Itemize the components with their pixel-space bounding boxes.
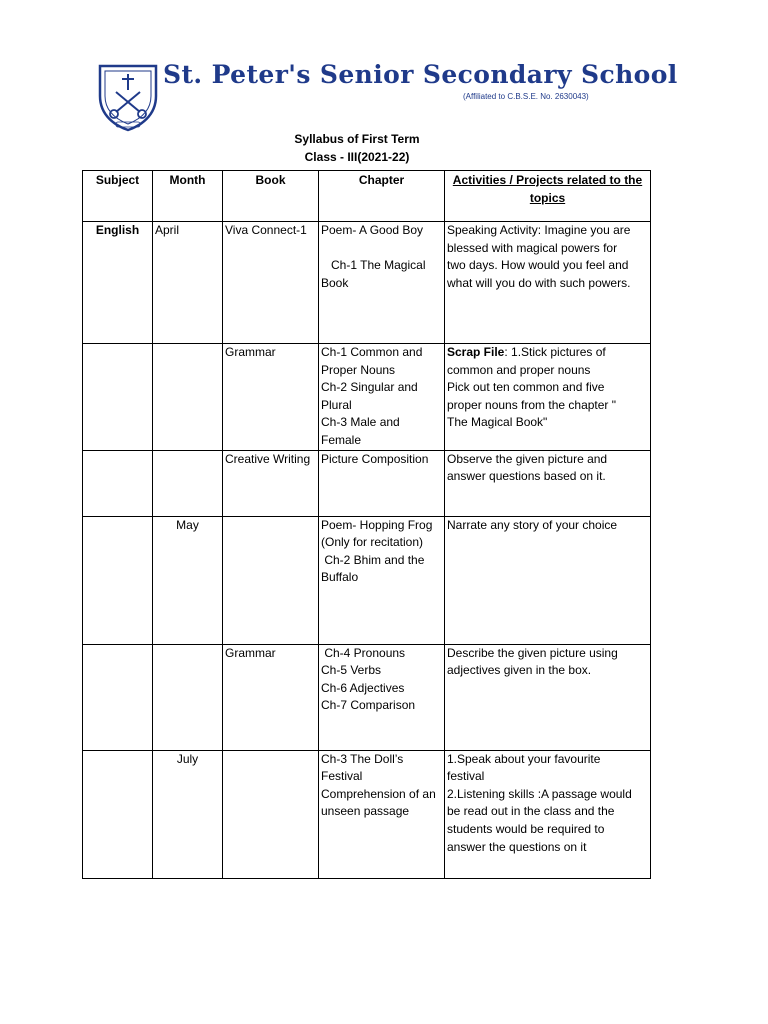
chapter-line: (Only for recitation) [321, 535, 424, 550]
activity-line: Describe the given picture using [447, 645, 618, 660]
chapter-cell [319, 344, 445, 451]
chapter-line: Ch-3 The Doll’s [321, 751, 404, 766]
activity-line: two days. How would you feel and [447, 258, 629, 273]
activity-cell [445, 450, 651, 516]
activity-line: Speaking Activity: Imagine you are [447, 223, 631, 237]
month-cell [153, 644, 223, 750]
activity-line: proper nouns from the chapter " [447, 397, 617, 412]
activity-cell [445, 516, 651, 644]
month-cell: July [153, 750, 223, 878]
activity-line: The Magical Book" [447, 415, 548, 430]
activity-line: Narrate any story of your choice [447, 517, 618, 532]
syllabus-title: Syllabus of First Term [294, 132, 420, 146]
activity-line: festival [447, 769, 485, 784]
school-name: St. Peter's Senior Secondary School [163, 60, 678, 89]
activity-cell [445, 344, 651, 451]
chapter-line: Ch-6 Adjectives [321, 680, 405, 695]
chapter-line: Plural [321, 397, 352, 412]
chapter-line: Ch-3 Male and [321, 415, 400, 430]
school-crest-logo [96, 62, 160, 132]
activity-line: Observe the given picture and [447, 451, 608, 466]
chapter-line: unseen passage [321, 804, 410, 819]
book-cell: Grammar [223, 644, 319, 750]
subject-cell: English [83, 222, 153, 344]
subject-cell [83, 644, 153, 750]
month-cell: April [153, 222, 223, 344]
chapter-line: Poem- Hopping Frog [321, 517, 433, 532]
chapter-cell [319, 644, 445, 750]
chapter-line: Book [321, 275, 349, 290]
activity-line: : 1.Stick pictures of [504, 345, 606, 359]
activity-line: what will you do with such powers. [447, 275, 631, 290]
book-cell [223, 750, 319, 878]
activity-line: be read out in the class and the [447, 804, 615, 819]
month-cell [153, 450, 223, 516]
activity-line: 1.Speak about your favourite [447, 751, 601, 766]
activity-cell [445, 750, 651, 878]
subject-cell [83, 750, 153, 878]
month-cell [153, 344, 223, 451]
book-cell: Creative Writing [223, 450, 319, 516]
book-cell: Viva Connect-1 [223, 222, 319, 344]
chapter-line: Ch-1 Common and [321, 345, 423, 359]
chapter-line: Female [321, 432, 362, 447]
activity-cell [445, 644, 651, 750]
month-cell: May [153, 516, 223, 644]
activity-line-group [447, 344, 648, 362]
subject-cell [83, 344, 153, 451]
chapter-cell [319, 750, 445, 878]
chapter-line: Ch-7 Comparison [321, 698, 416, 713]
chapter-line: Festival [321, 769, 363, 784]
chapter-line: Ch-2 Singular and [321, 380, 418, 395]
activity-line: blessed with magical powers for [447, 240, 618, 255]
activity-line: answer the questions on it [447, 839, 587, 854]
affiliation-number: (Affiliated to C.B.S.E. No. 2630043) [463, 92, 589, 101]
header-chapter: Chapter [319, 171, 445, 222]
chapter-line: Comprehension of an [321, 786, 436, 801]
book-cell [223, 516, 319, 644]
table-row [83, 750, 651, 878]
activity-cell [445, 222, 651, 344]
syllabus-table [82, 170, 651, 879]
chapter-cell [319, 222, 445, 344]
subject-cell [83, 450, 153, 516]
book-cell: Grammar [223, 344, 319, 451]
chapter-line: Ch-1 The Magical [321, 258, 426, 273]
activity-line: Pick out ten common and five [447, 380, 605, 395]
activity-line: common and proper nouns [447, 362, 591, 377]
chapter-line: Poem- A Good Boy [321, 223, 424, 237]
chapter-cell [319, 516, 445, 644]
table-row [83, 222, 651, 344]
chapter-cell [319, 450, 445, 516]
subject-cell [83, 516, 153, 644]
chapter-line: Proper Nouns [321, 362, 396, 377]
class-label: Class - III(2021-22) [304, 150, 410, 164]
header-month: Month [153, 171, 223, 222]
header-activities: Activities / Projects related to the topics [445, 171, 651, 222]
chapter-line [321, 240, 442, 258]
activity-line: students would be required to [447, 821, 605, 836]
table-row [83, 344, 651, 451]
activity-line: adjectives given in the box. [447, 663, 592, 678]
chapter-line: Buffalo [321, 570, 359, 585]
table-row [83, 644, 651, 750]
activity-lead: Scrap File [447, 345, 505, 359]
activity-line: 2.Listening skills :A passage would [447, 786, 632, 801]
chapter-line: Ch-4 Pronouns [321, 645, 406, 660]
table-row [83, 450, 651, 516]
header-subject: Subject [83, 171, 153, 222]
header-book: Book [223, 171, 319, 222]
table-row [83, 516, 651, 644]
chapter-line: Picture Composition [321, 451, 429, 466]
chapter-line: Ch-5 Verbs [321, 663, 382, 678]
table-header-row [83, 171, 651, 222]
chapter-line: Ch-2 Bhim and the [321, 552, 425, 567]
activity-line: answer questions based on it. [447, 469, 606, 484]
